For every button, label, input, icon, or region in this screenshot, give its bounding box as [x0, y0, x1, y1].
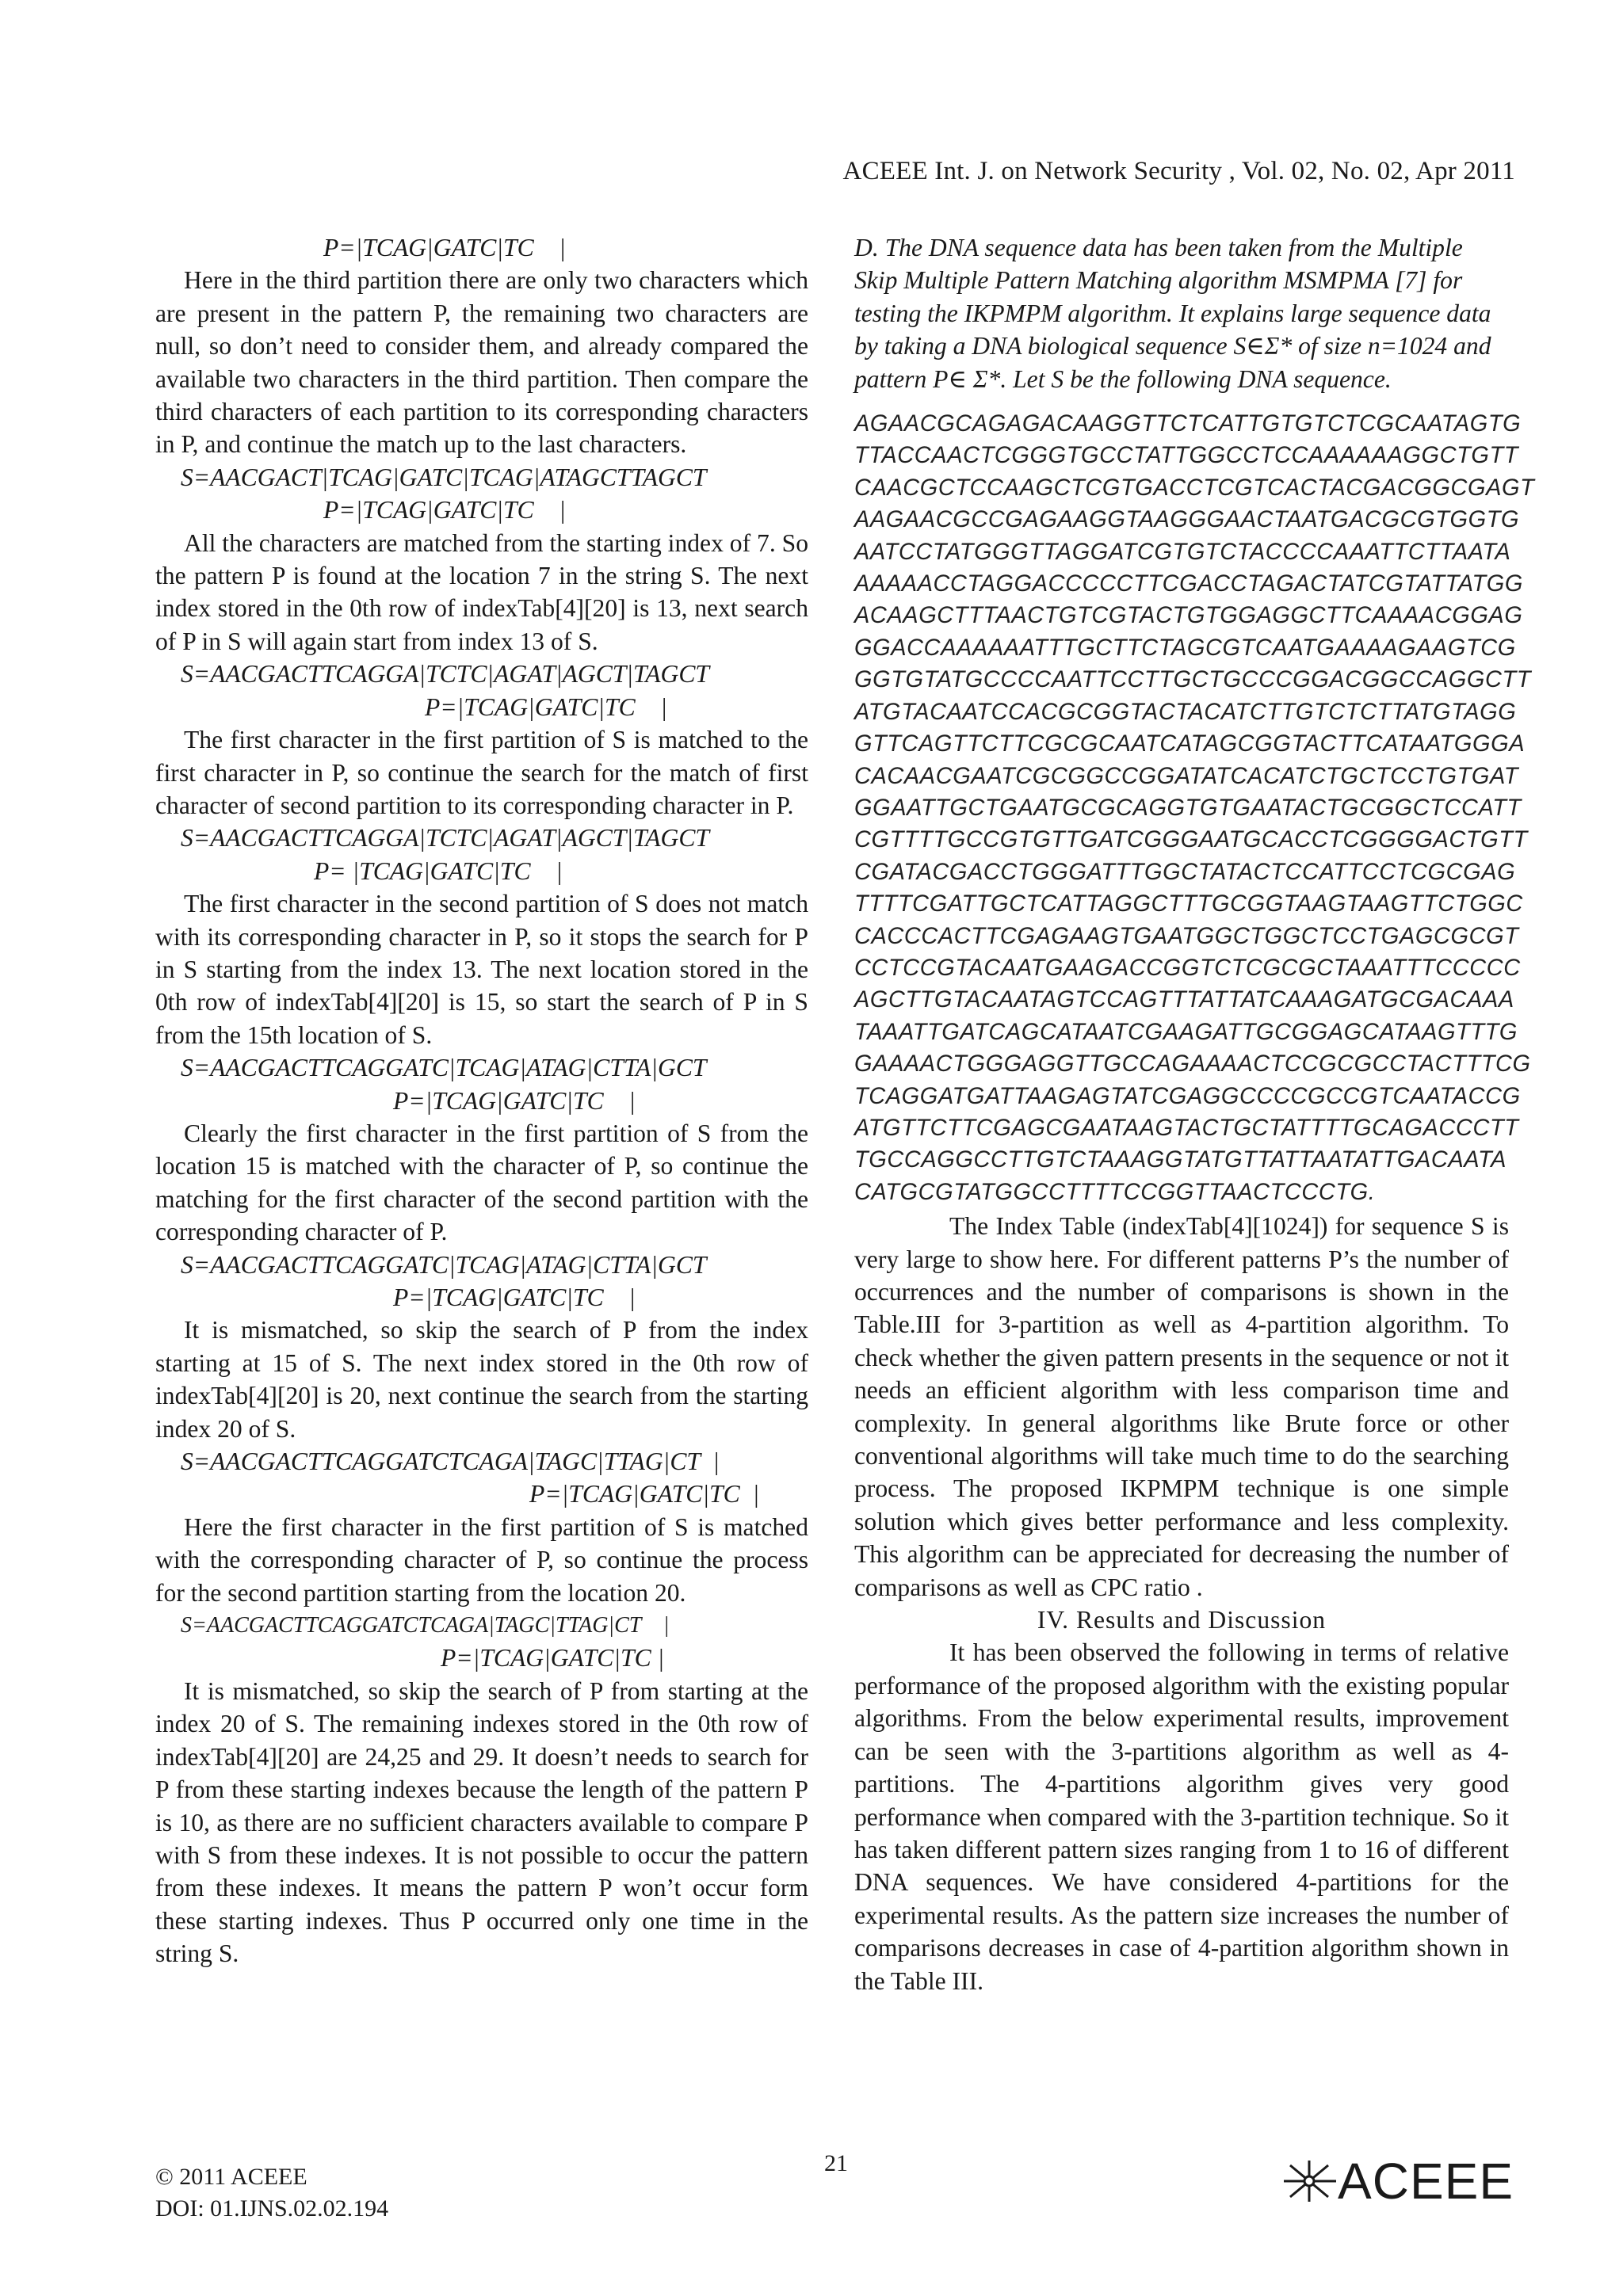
dna-line: ATGTACAATCCACGCGGTACTACATCTTGTCTCTTATGTAGG [854, 698, 1517, 725]
dna-line: AAAAACCTAGGACCCCCTTCGACCTAGACTATCGTATTATGG [854, 570, 1523, 597]
paragraph: Clearly the first character in the first partition of S from the location 15 is matched with the character of P, so continue the matching for the first character of the second partition with the corresponding character of P. [155, 1119, 808, 1246]
dna-line: TTTTCGATTGCTCATTAGGCTTTGCGGTAAGTAAGTTCTGGC [854, 891, 1523, 917]
paragraph: It has been observed the following in terms of relative performance of the proposed algorithm with the existing popular algorithms. From the below experimental results, improvement can be seen with the 3-partitions algorithm as well as 4-partitions. The 4-partitions algorithm gives very good performance when compared with the 3-partition technique. So it has taken different pattern sizes ranging from 1 to 16 of different DNA sequences. We have considered 4-partitions for the experimental results. As the pattern size increases the number of comparisons decreases in case of 4-partition algorithm shown in the Table III. [854, 1638, 1509, 1995]
equation: P= |TCAG|GATC|TC | [314, 856, 563, 885]
dna-line: AATCCTATGGGTTAGGATCGTGTCTACCCCAAATTCTTAATA [854, 538, 1511, 565]
equation: S=AACGACTTCAGGATCTCAGA|TAGC|TTAG|CT | [181, 1613, 670, 1638]
dna-sequence [854, 408, 1535, 1208]
dna-line: CGTTTTGCCGTGTTGATCGGGAATGCACCTCGGGGACTGTT [854, 826, 1528, 853]
equation: S=AACGACTTCAGGATC|TCAG|ATAG|CTTA|GCT [181, 1054, 707, 1082]
right-column [854, 231, 1535, 1997]
paragraph: Here in the third partition there are only two characters which are present in the pattern P, the remaining two characters are null, so don’t need to consider them, and already compared the available two characters in the third partition. Then compare the third characters of each partition to its corresponding characters in P, and continue the match up to the last characters. [155, 266, 808, 459]
paragraph: It is mismatched, so skip the search of P from the index starting at 15 of S. The next index stored in the 0th row of indexTab[4][20] is 20, next continue the search from the starting index 20 of S. [155, 1316, 808, 1443]
equation: P=|TCAG|GATC|TC | [529, 1480, 760, 1508]
dna-line: ACAAGCTTTAACTGTCGTACTGTGGAGGCTTCAAAACGGAG [854, 602, 1523, 629]
paragraph: Here the first character in the first partition of S is matched with the corresponding character of P, so continue the process for the second partition starting from the location 20. [155, 1512, 808, 1607]
section-heading: IV. Results and Discussion [1037, 1606, 1327, 1634]
logo-text: ACEEE [1338, 2153, 1514, 2210]
equation: P=|TCAG|GATC|TC | [425, 692, 667, 721]
paragraph: All the characters are matched from the starting index of 7. So the pattern P is found at the location 7 in the string S. The next index stored in the 0th row of indexTab[4][20] is 13, next search of P in S will again start from index 13 of S. [155, 528, 808, 655]
equation: S=AACGACTTCAGGATCTCAGA|TAGC|TTAG|CT | [181, 1447, 720, 1476]
equation: P=|TCAG|GATC|TC | [323, 496, 566, 524]
dna-intro-paragraph: D. The DNA sequence data has been taken from the Multiple Skip Multiple Pattern Matching algorithm MSMPMA [7] for testing the IKPMPM algorithm. It explains large sequence data by taking a DNA biological sequence S∈Σ* of size n=1024 and pattern P∈ Σ*. Let S be the following DNA sequence. [854, 234, 1491, 393]
equation: P=|TCAG|GATC|TC | [393, 1086, 636, 1115]
dna-line: CACAACGAATCGCGGCCGGATATCACATCTGCTCCTGTGAT [854, 762, 1519, 789]
dna-line: TAAATTGATCAGCATAATCGAAGATTGCGGAGCATAAGTTTG [854, 1018, 1518, 1045]
equation: S=AACGACTTCAGGA|TCTC|AGAT|AGCT|TAGCT [181, 660, 710, 688]
paragraph: The first character in the first partition of S is matched to the first character in P, so continue the search for the match of first character of second partition to its corresponding character in P. [155, 726, 808, 819]
doi: DOI: 01.IJNS.02.02.194 [155, 2195, 389, 2222]
dna-line: GGACCAAAAAATTTGCTTCTAGCGTCAATGAAAAGAAGTCG [854, 634, 1516, 661]
equation: P=|TCAG|GATC|TC | [393, 1283, 636, 1311]
dna-line: CAACGCTCCAAGCTCGTGACCTCGTCACTACGACGGCGAGT [854, 474, 1535, 501]
star-logo-icon [1281, 2157, 1338, 2205]
dna-line: AGCTTGTACAATAGTCCAGTTTATTATCAAAGATGCGACAAA [854, 986, 1514, 1013]
left-column [155, 231, 808, 1970]
copyright: © 2011 ACEEE [155, 2164, 307, 2190]
dna-line: TTACCAACTCGGGTGCCTATTGGCCTCCAAAAAAGGCTGTT [854, 442, 1519, 469]
dna-line: TGCCAGGCCTTGTCTAAAGGTATGTTATTAATATTGACAATA [854, 1146, 1507, 1173]
dna-line: AGAACGCAGAGACAAGGTTCTCATTGTGTCTCGCAATAGTG [854, 410, 1522, 437]
equation: S=AACGACTTCAGGA|TCTC|AGAT|AGCT|TAGCT [181, 824, 710, 852]
dna-line: AAGAACGCCGAGAAGGTAAGGGAACTAATGACGCGTGGTG [854, 506, 1520, 533]
dna-line: ATGTTCTTCGAGCGAATAAGTACTGCTATTTTGCAGACCCTT [854, 1114, 1519, 1141]
paragraph: The first character in the second partition of S does not match with its corresponding character in P, so it stops the search for P in S starting from the index 13. The next location stored in the 0th row of indexTab[4][20] is 15, so start the search of P in S from the 15th location of S. [155, 890, 808, 1049]
page-number: 21 [824, 2150, 848, 2176]
dna-line: TCAGGATGATTAAGAGTATCGAGGCCCCGCCGTCAATACCG [854, 1082, 1521, 1109]
dna-line: GGAATTGCTGAATGCGCAGGTGTGAATACTGCGGCTCCATT [854, 794, 1522, 821]
equation: P=|TCAG|GATC|TC | [441, 1644, 665, 1672]
dna-line: CACCCACTTCGAGAAGTGAATGGCTGGCTCCTGAGCGCGT [854, 922, 1519, 949]
equation: S=AACGACTTCAGGATC|TCAG|ATAG|CTTA|GCT [181, 1250, 707, 1279]
dna-line: GTTCAGTTCTTCGCGCAATCATAGCGGTACTTCATAATGGGA [854, 730, 1526, 757]
dna-line: GGTGTATGCCCCAATTCCTTGCTGCCCGGACGGCCAGGCTT [854, 666, 1532, 693]
equation: P=|TCAG|GATC|TC | [323, 234, 566, 261]
dna-line: CCTCCGTACAATGAAGACCGGTCTCGCGCTAAATTTCCCCC [854, 954, 1521, 981]
paragraph: The Index Table (indexTab[4][1024]) for sequence S is very large to show here. For different patterns P’s the number of occurrences and the number of comparisons is shown in the Table.III for 3-partition as well as 4-partition algorithm. To check whether the given pattern presents in the sequence or not it needs an efficient algorithm with less comparison time and complexity. In general algorithms like Brute force or other conventional algorithms will take much time to do the searching process. The proposed IKPMPM technique is one simple solution which gives better performance and less complexity. This algorithm can be appreciated for decreasing the number of comparisons as well as CPC ratio . [854, 1212, 1509, 1601]
paragraph: It is mismatched, so skip the search of P from starting at the index 20 of S. The remaining indexes stored in the 0th row of indexTab[4][20] are 24,25 and 29. It doesn’t needs to search for P from these starting indexes because the length of the pattern P is 10, as there are no sufficient characters available to compare P with S from these indexes. It is not possible to occur the pattern from these indexes. It means the pattern P won’t occur form these starting indexes. Thus P occurred only one time in the string S. [155, 1676, 808, 1968]
dna-line: CGATACGACCTGGGATTTGGCTATACTCCATTCCTCGCGAG [854, 858, 1516, 885]
equation: S=AACGACT|TCAG|GATC|TCAG|ATAGCTTAGCT [181, 463, 707, 491]
footer-left [155, 2161, 388, 2225]
dna-line: GAAAACTGGGAGGTTGCCAGAAAACTCCGCGCCTACTTTCG [854, 1051, 1531, 1077]
journal-header: ACEEE Int. J. on Network Security , Vol. 02, No. 02, Apr 2011 [842, 157, 1515, 185]
dna-line: CATGCGTATGGCCTTTTCCGGTTAACTCCCTG. [854, 1178, 1376, 1205]
aceee-logo [1281, 2153, 1514, 2209]
